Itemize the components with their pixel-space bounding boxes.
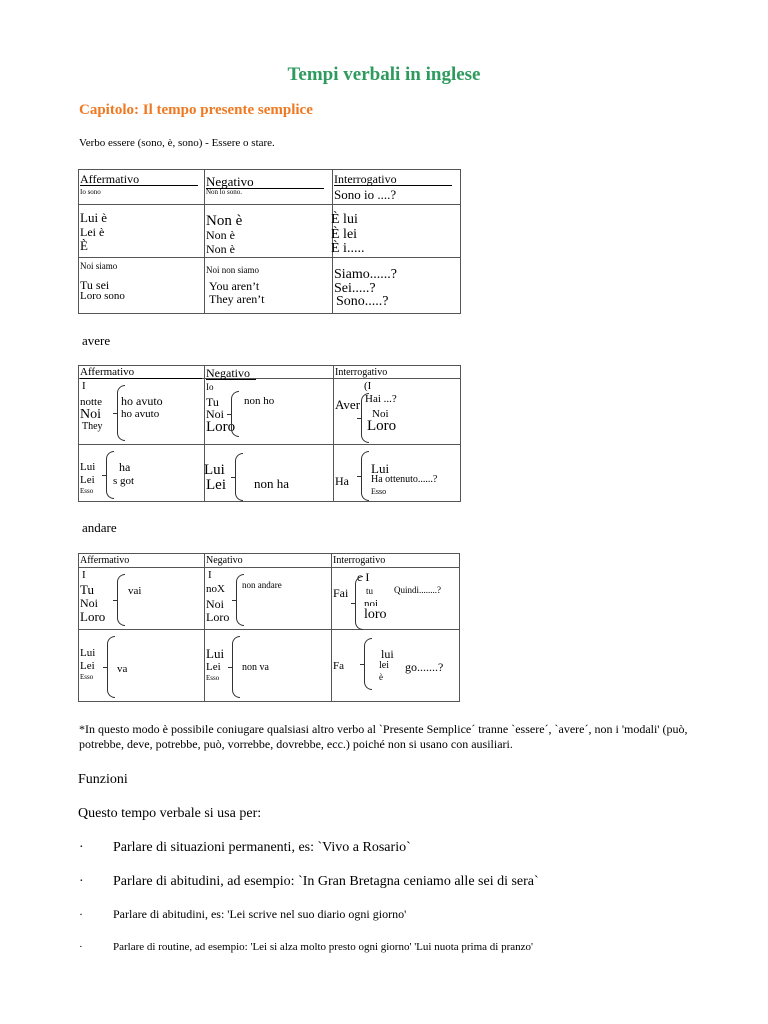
header-negativo: Negativo	[206, 367, 256, 380]
cell-text: go.......?	[405, 660, 444, 674]
cell-text: noi	[364, 599, 379, 606]
brace-icon	[361, 451, 369, 501]
essere-table	[78, 169, 461, 314]
cell-text: Io	[206, 382, 214, 392]
cell-text: tu	[366, 586, 374, 596]
brace-icon	[117, 574, 125, 626]
cell-text: notte	[80, 396, 102, 408]
cell-text: s got	[113, 475, 135, 487]
andare-table	[78, 553, 460, 702]
cell-text: non ho	[244, 395, 275, 407]
brace-icon	[235, 453, 243, 501]
cell-text: I	[82, 569, 86, 581]
uses-intro: Questo tempo verbale si usa per:	[78, 806, 262, 821]
cell-text: Tu	[206, 395, 219, 409]
cell-text: Lui	[371, 461, 390, 476]
cell-text: Non è	[206, 242, 235, 256]
cell-text: Lei	[80, 474, 95, 486]
header-affermativo: Affermativo	[80, 367, 202, 379]
cell-text: Lei è	[80, 225, 105, 239]
cell-text: non ha	[254, 476, 290, 491]
cell-text: Loro	[80, 609, 106, 624]
cell-text: They	[82, 421, 103, 432]
cell-text: È lui	[331, 212, 358, 227]
cell-text: loro	[364, 607, 387, 622]
cell-text: Noi	[80, 596, 98, 610]
cell-text: I	[208, 569, 212, 581]
verb-andare-label: andare	[82, 520, 117, 535]
cell-text: È	[80, 238, 88, 253]
cell-text: Ha ottenuto......?	[371, 474, 438, 485]
brace-icon	[232, 636, 240, 698]
cell-text: Lui	[80, 461, 96, 473]
list-item: Parlare di abitudini, ad esempio: `In Gran Bretagna ceniamo alle sei di sera`	[113, 874, 539, 889]
cell-text: lei	[379, 660, 389, 671]
cell-text: Noi	[372, 409, 389, 417]
cell-text: c I	[357, 570, 370, 584]
cell-text: Lei	[206, 477, 226, 493]
header-negativo: Negativo	[206, 175, 324, 189]
cell-text: Sono io ....?	[334, 187, 397, 202]
cell-text: Lui	[204, 462, 225, 478]
header-interrogativo: Interrogativo	[333, 555, 386, 566]
cell-text: ha	[119, 460, 131, 474]
cell-text: ho avuto	[121, 394, 163, 408]
header-interrogativo: Interrogativo	[334, 173, 452, 186]
list-item: Parlare di abitudini, es: 'Lei scrive nel suo diario ogni giorno'	[113, 907, 407, 921]
cell-text: Loro	[367, 418, 397, 434]
cell-text: noX	[206, 583, 225, 595]
cell-text: Esso	[80, 673, 94, 681]
cell-text: Siamo......?	[334, 267, 397, 282]
cell-text: Fa	[333, 660, 344, 672]
cell-text: Tu	[80, 582, 94, 597]
cell-text: Noi	[206, 597, 224, 611]
cell-text: Noi non siamo	[206, 265, 259, 275]
cell-text: Loro	[206, 419, 236, 435]
cell-text: vai	[128, 585, 142, 597]
bullet-icon: ·	[79, 840, 84, 855]
cell-text: Loro sono	[80, 290, 125, 302]
bullet-icon: ·	[79, 907, 83, 921]
cell-text: è	[379, 672, 383, 682]
header-affermativo: Affermativo	[80, 173, 198, 186]
usage-note: *In questo modo è possibile coniugare qualsiasi altro verbo al `Presente Semplice´ tranne `essere´, `avere´, non i 'modali' (può, potrebbe, deve, potrebbe, può, vorrebbe, dovrebbe, ecc.) poiché non si usano con ausiliari.	[79, 722, 688, 751]
bullet-icon: ·	[79, 874, 84, 889]
cell-text: Non è	[206, 228, 235, 242]
cell-text: Esso	[206, 674, 220, 682]
cell-text: Lei	[80, 660, 95, 672]
cell-text: Tu sei	[80, 278, 110, 292]
cell-text: ho avuto	[121, 408, 160, 420]
page-title: Tempi verbali in inglese	[287, 64, 481, 85]
cell-text: Non lo sono.	[206, 188, 242, 196]
cell-text: Aver	[335, 397, 361, 412]
bullet-icon: ·	[79, 941, 83, 953]
cell-text: Non è	[206, 213, 243, 229]
cell-text: Quindi........?	[394, 585, 441, 595]
header-negativo: Negativo	[206, 555, 243, 566]
cell-text: non va	[242, 662, 269, 673]
cell-text: (I	[364, 380, 372, 392]
cell-text: Sei.....?	[334, 282, 376, 292]
cell-text: Esso	[371, 487, 387, 496]
cell-text: Ha	[335, 474, 349, 488]
cell-text: Lui	[206, 646, 225, 661]
brace-icon	[231, 391, 239, 437]
cell-text: Lei	[206, 661, 221, 673]
cell-text: Lui	[80, 647, 96, 659]
avere-table	[78, 365, 461, 502]
brace-icon	[364, 638, 372, 690]
header-interrogativo: Interrogativo	[335, 367, 388, 378]
verb-avere-label: avere	[82, 333, 111, 348]
cell-text: Noi siamo	[80, 261, 118, 271]
cell-text: They aren’t	[209, 292, 265, 306]
brace-icon	[355, 576, 363, 630]
cell-text: Fai	[333, 586, 349, 600]
list-item: Parlare di situazioni permanenti, es: `Vivo a Rosario`	[113, 840, 411, 855]
chapter-heading: Capitolo: Il tempo presente semplice	[79, 102, 313, 118]
cell-text: lui	[381, 647, 394, 661]
cell-text: Lui è	[80, 210, 108, 225]
header-affermativo: Affermativo	[80, 555, 130, 566]
list-item: Parlare di routine, ad esempio: 'Lei si alza molto presto ogni giorno' 'Lui nuota prima di pranzo'	[113, 941, 534, 953]
brace-icon	[107, 636, 115, 698]
cell-text: I	[82, 380, 86, 392]
cell-text: Hai ...?	[365, 393, 397, 405]
cell-text: È i.....	[331, 241, 365, 256]
cell-text: non andare	[242, 580, 282, 590]
cell-text: Noi	[206, 407, 224, 421]
cell-text: Io sono	[80, 188, 101, 196]
cell-text: È lei	[331, 227, 358, 242]
cell-text: Noi	[80, 407, 101, 422]
cell-text: Esso	[80, 487, 94, 495]
cell-text: You aren’t	[209, 279, 260, 293]
cell-text: va	[117, 663, 128, 675]
cell-text: Loro	[206, 610, 230, 624]
funzioni-heading: Funzioni	[78, 772, 128, 787]
intro-text: Verbo essere (sono, è, sono) - Essere o stare.	[79, 137, 275, 149]
cell-text: Sono.....?	[336, 294, 389, 309]
